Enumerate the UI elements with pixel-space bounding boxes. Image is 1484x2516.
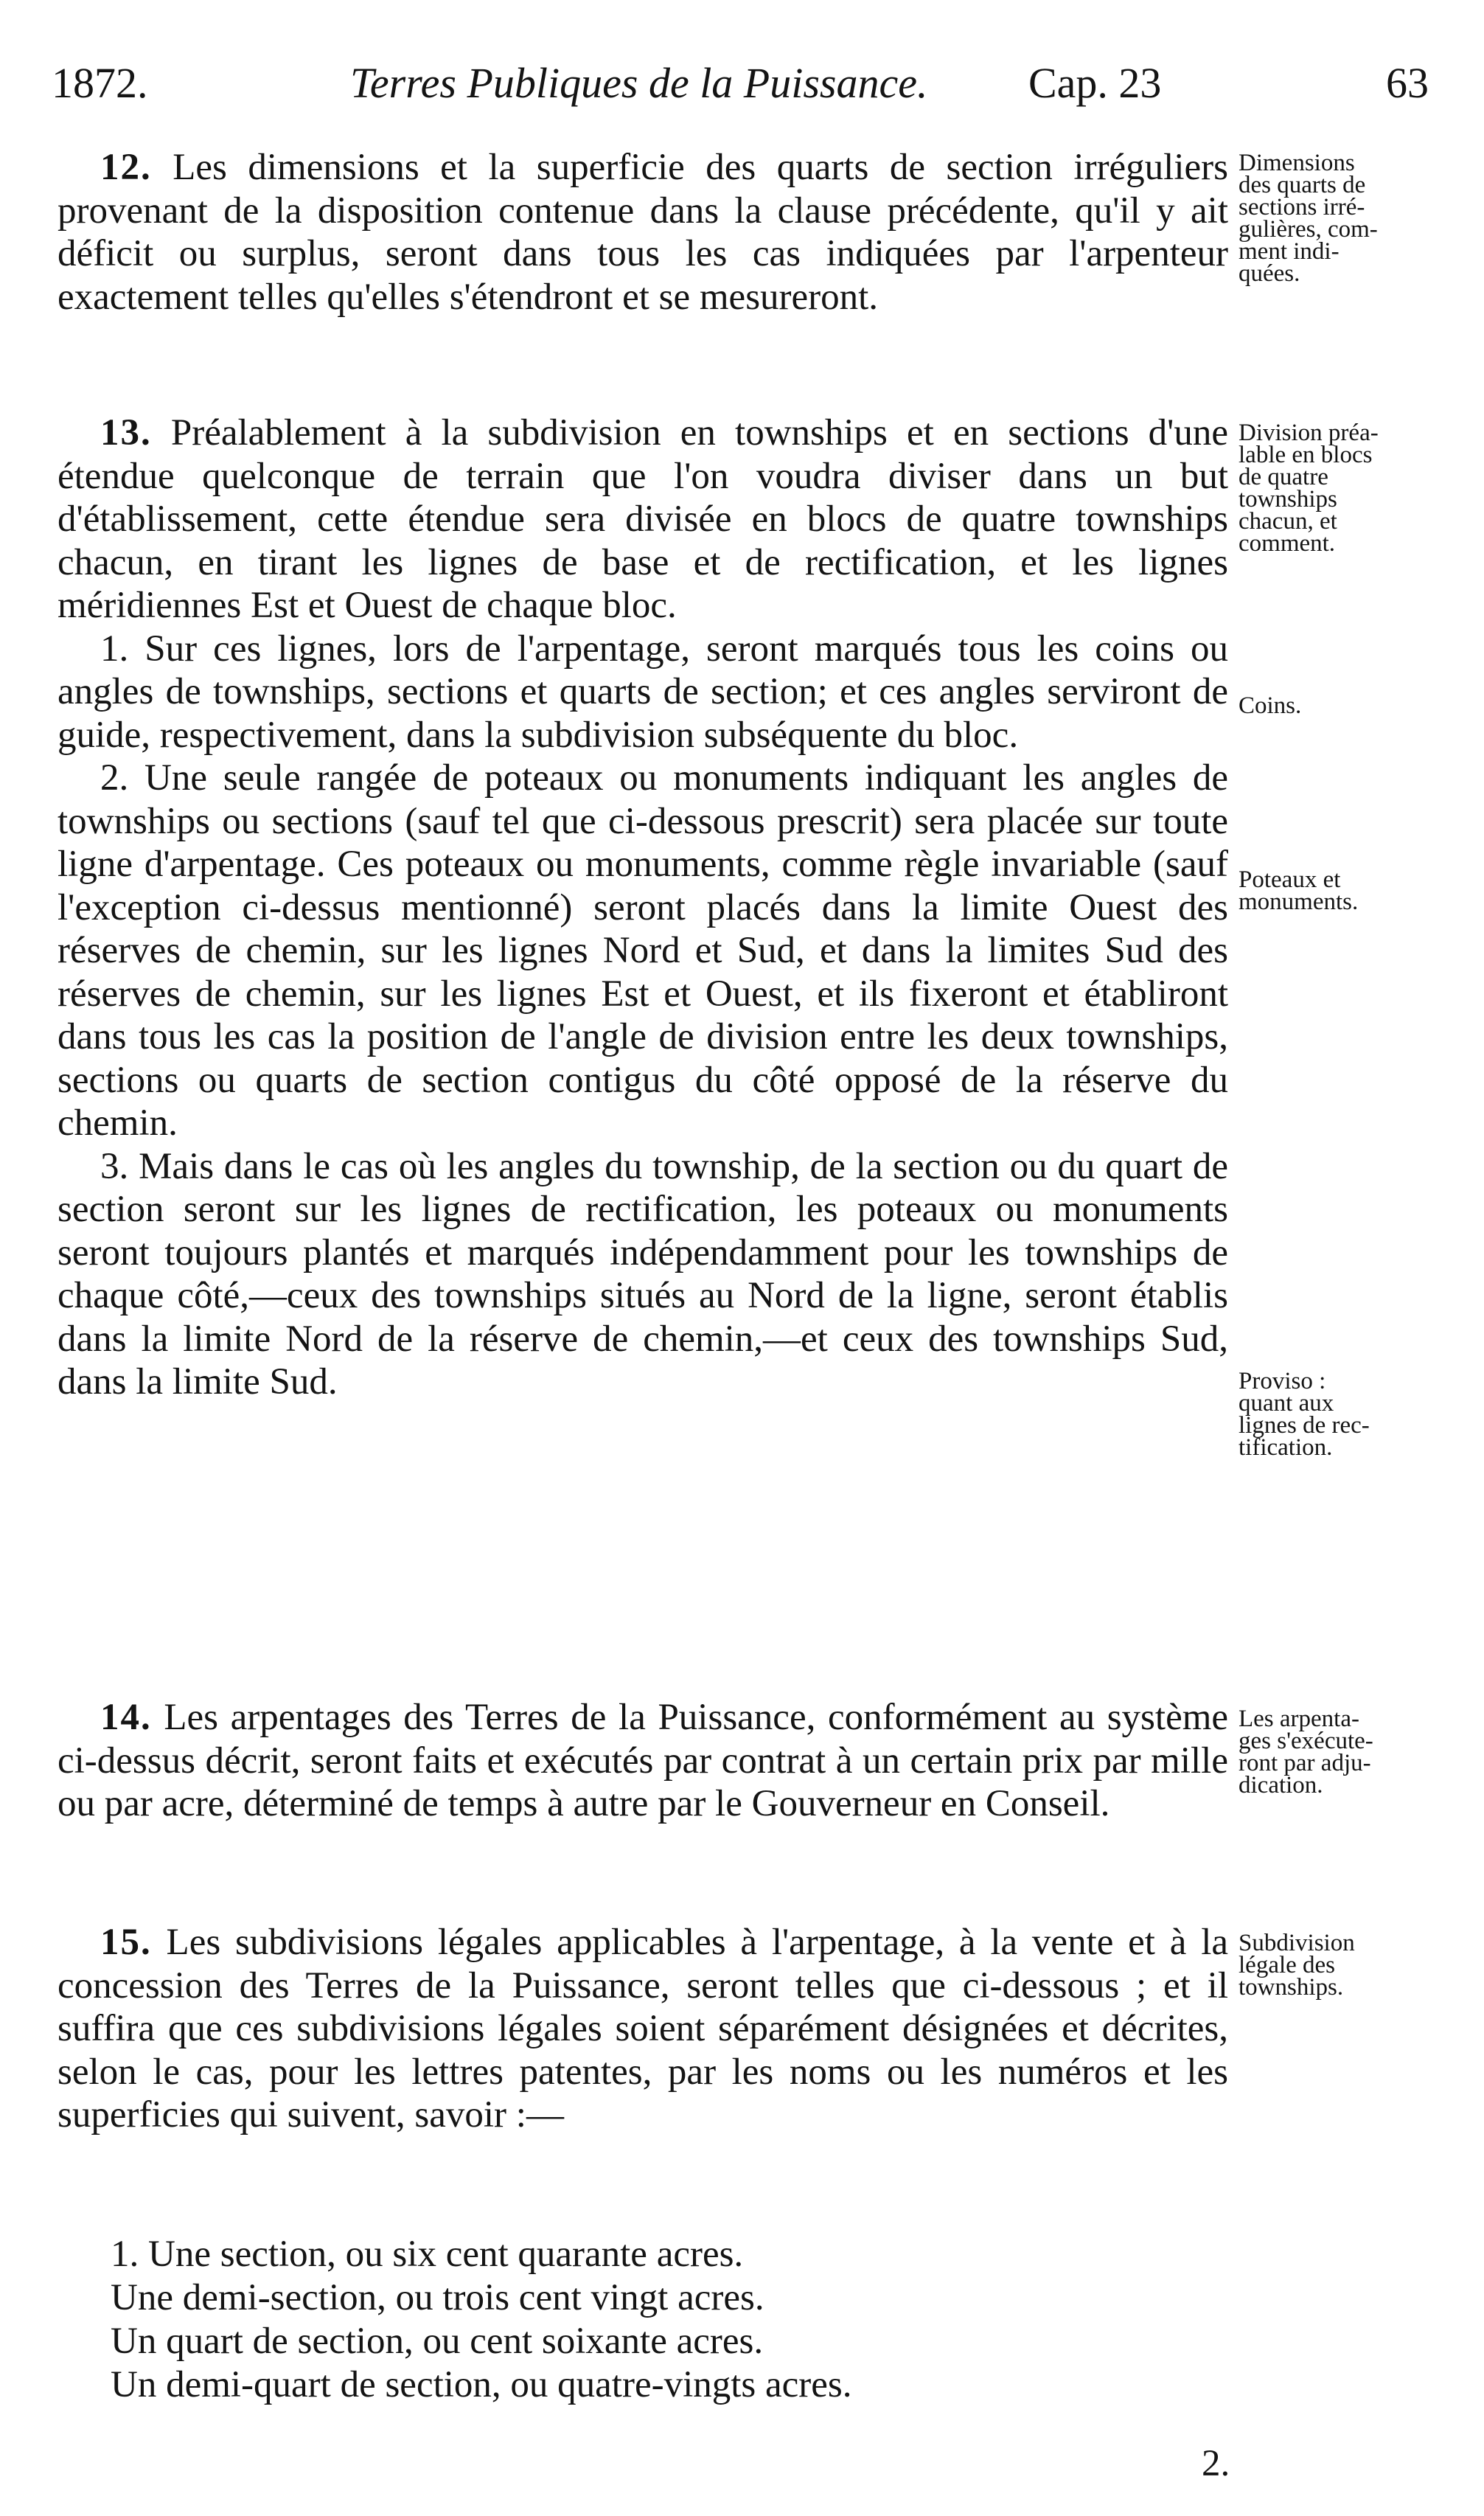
page-number: 63 [1386, 59, 1429, 107]
section-number: 15. [100, 1922, 152, 1963]
catchword: 2. [1202, 2443, 1230, 2484]
note-line: Poteaux et [1239, 866, 1341, 893]
note-line: ment indi- [1239, 238, 1340, 265]
note-line: lable en blocs [1239, 442, 1373, 468]
subclause-1: 1. Sur ces lignes, lors de l'arpentage, seront marqués tous les coins ou angles de townships, sections et quarts de section; et ces angles serviront de guide, respectivement, dans la subdivision subséquente du bloc. [58, 628, 1228, 756]
running-header [0, 50, 1484, 117]
marginal-note-division [1239, 422, 1460, 555]
note-line: lignes de rec- [1239, 1412, 1370, 1439]
marginal-note-coins [1239, 692, 1460, 719]
marginal-note-subdivision [1239, 1930, 1460, 2001]
note-line: Subdivision [1239, 1930, 1355, 1956]
paragraph [58, 1921, 1228, 2137]
note-line: Proviso : [1239, 1368, 1326, 1394]
note-line: de quatre [1239, 464, 1328, 490]
note-line: townships [1239, 486, 1337, 512]
subclause-2: 2. Une seule rangée de poteaux ou monuments indiquant les angles de townships ou sections (sauf tel que ci-dessous prescrit) sera placée sur toute ligne d'arpentage. Ces poteaux ou monuments, comme règle invariable (sauf l'exception ci-dessus mentionné) seront placés dans la limite Ouest des réserves de chemin, sur les lignes Nord et Sud, et dans la limites Sud des réserves de chemin, sur les lignes Est et Ouest, et ils fixeront et établiront dans tous les cas la position de l'angle de division entre les deux townships, sections ou quarts de section contigus du côté opposé de la réserve du chemin. [58, 757, 1228, 1144]
note-line: ront par adju- [1239, 1750, 1371, 1776]
list-item: 1. Une section, ou six cent quarante acres. [111, 2234, 744, 2275]
note-line: comment. [1239, 530, 1336, 557]
marginal-note-poteaux [1239, 866, 1460, 915]
section-number: 12. [100, 147, 152, 188]
section-number: 14. [100, 1697, 152, 1738]
section-14 [58, 1696, 1228, 1826]
subclause-3: 3. Mais dans le cas où les angles du township, de la section ou du quart de section seront sur les lignes de rectification, les poteaux ou monuments seront toujours plantés et marqués indépendamment pour les townships de chaque côté,—ceux des townships situés au Nord de la ligne, seront établis dans la limite Nord de la réserve de chemin,—et ceux des townships Sud, dans la limite Sud. [58, 1145, 1228, 1403]
note-line: dication. [1239, 1772, 1323, 1799]
paragraph [58, 411, 1228, 628]
section-12 [58, 146, 1228, 319]
note-line: townships. [1239, 1974, 1344, 2001]
note-line: Division préa- [1239, 420, 1379, 446]
header-chapter: Cap. 23 [1028, 59, 1162, 107]
marginal-note-proviso [1239, 1370, 1460, 1459]
note-line: chacun, et [1239, 508, 1337, 535]
note-line: légale des [1239, 1952, 1336, 1978]
marginal-note-dimensions [1239, 152, 1460, 285]
note-line: tification. [1239, 1434, 1333, 1461]
section-number: 13. [100, 412, 152, 453]
paragraph-text: Les subdivisions légales applicables à l'arpentage, à la vente et à la concession des Terres de la Puissance, seront telles que ci-dessous ; et il suffira que ces subdivisions légales soient séparément désignées et décrites, selon le cas, pour les lettres patentes, par les noms ou les numéros et les superficies qui suivent, savoir :— [58, 1922, 1228, 2136]
section-13 [58, 411, 1228, 1404]
paragraph-text: Préalablement à la subdivision en townships et en sections d'une étendue quelconque de terrain que l'on voudra diviser dans un but d'établissement, cette étendue sera divisée en blocs de quatre townships chacun, en tirant les lignes de base et de rectification, et les lignes méridiennes Est et Ouest de chaque bloc. [58, 412, 1228, 626]
note-line: ges s'exécute- [1239, 1728, 1373, 1754]
note-line: quant aux [1239, 1390, 1334, 1417]
marginal-note-arpentages [1239, 1706, 1460, 1799]
note-line: monuments. [1239, 889, 1359, 915]
paragraph-text: Les arpentages des Terres de la Puissance, conformément au système ci-dessus décrit, seront faits et exécutés par contrat à un certain prix par mille ou par acre, déterminé de temps à autre par le Gouverneur en Conseil. [58, 1697, 1229, 1824]
header-title: Terres Publiques de la Puissance. [350, 59, 928, 107]
paragraph [58, 146, 1228, 319]
note-line: Dimensions [1239, 150, 1355, 176]
note-line: Les arpenta- [1239, 1706, 1359, 1732]
note-line: Coins. [1239, 692, 1302, 719]
note-line: gulières, com- [1239, 216, 1378, 243]
section-15 [58, 1921, 1228, 2137]
paragraph-text: Les dimensions et la superficie des quarts de section irréguliers provenant de la disposition contenue dans la clause précédente, qu'il y ait déficit ou surplus, seront dans tous les cas indiquées par l'arpenteur exactement telles qu'elles s'étendront et se mesureront. [58, 147, 1228, 318]
header-year: 1872. [52, 59, 148, 107]
note-line: sections irré- [1239, 194, 1365, 220]
paragraph [58, 1696, 1228, 1826]
note-line: quées. [1239, 260, 1300, 287]
subdivision-list [111, 2233, 852, 2407]
list-item: Un demi-quart de section, ou quatre-vingts acres. [111, 2364, 852, 2405]
list-item: Une demi-section, ou trois cent vingt acres. [111, 2277, 764, 2318]
note-line: des quarts de [1239, 172, 1366, 198]
list-item: Un quart de section, ou cent soixante acres. [111, 2321, 764, 2362]
